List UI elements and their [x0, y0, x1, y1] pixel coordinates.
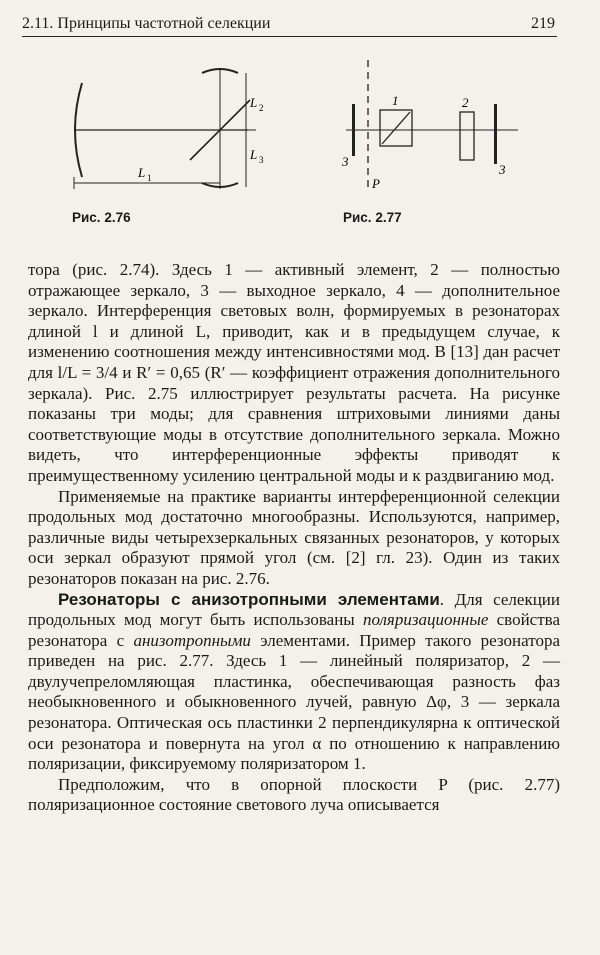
label-1: 1 [392, 93, 399, 108]
paragraph-3-part-c: элементами. Пример такого резонатора приведен на рис. 2.77. Здесь 1 — линейный поляризатор, 2 — двулучепреломляющая пластинка, обеспечивающая разность фаз необыкновенного и обыкновенного лучей, равную Δφ, 3 — зеркала резонатора. Оптическая ось пластинки 2 перпендикулярна к оптической оси резонатора и повернута на угол α по отношению к направлению поляризации, фиксируемому поляризатором 1. [28, 630, 560, 774]
paragraph-3-part-a: . Для селекции продольных мод могут быть использованы [28, 589, 561, 630]
figure-2-77 [336, 60, 546, 205]
label-l2-sub: 2 [259, 103, 264, 113]
label-l1: L [138, 165, 146, 180]
paragraph-1: тора (рис. 2.74). Здесь 1 — активный элемент, 2 — полностью отражающее зеркало, 3 — выходное зеркало, 4 — дополнительное зеркало. Интерференция световых волн, формируемых в резонаторах длиной l и длиной L, приводит, как и в предыдущем случае, к изменению соотношения между интенсивностями мод. В [13] дан расчет для l/L = 3/4 и R′ = 0,65 (R′ — коэффициент отражения дополнительного зеркала). Рис. 2.75 иллюстрирует результаты расчета. На рисунке показаны три моды; для сравнения штриховыми линиями даны соответствующие моды в отсутствие дополнительного зеркала. Можно видеть, что интерференционные эффекты приводят к преимущественному усилению центральной моды и к раздвиганию мод. [28, 260, 560, 485]
label-l3-sub: 3 [259, 155, 264, 165]
caption-2-77: Рис. 2.77 [343, 210, 402, 225]
label-3-left: 3 [342, 154, 349, 169]
paragraph-3-heading: Резонаторы с анизотропными элементами [58, 589, 440, 609]
body-text [28, 260, 560, 816]
label-2: 2 [462, 95, 469, 110]
caption-2-76: Рис. 2.76 [72, 210, 131, 225]
figure-2-76-diagram [60, 55, 300, 200]
figure-2-77-diagram [336, 60, 546, 205]
label-l2: L [250, 95, 258, 110]
page-number: 219 [531, 15, 555, 32]
page-header [22, 12, 557, 37]
paragraph-3-italic-2: анизотропными [133, 630, 251, 650]
label-p: P [372, 176, 380, 191]
label-l1-sub: 1 [147, 173, 152, 183]
label-l3: L [250, 147, 258, 162]
paragraph-4: Предположим, что в опорной плоскости P (рис. 2.77) поляризационное состояние светового луча описывается [28, 774, 560, 815]
figure-2-76 [60, 55, 300, 200]
paragraph-3 [28, 590, 560, 775]
paragraph-2: Применяемые на практике варианты интерференционной селекции продольных мод достаточно многообразны. Используются, например, различные виды четырехзеркальных связанных резонаторов, у которых оси зеркал образуют прямой угол (см. [2] гл. 23). Один из таких резонаторов показан на рис. 2.76. [28, 486, 560, 588]
section-title: 2.11. Принципы частотной селекции [22, 15, 271, 32]
paragraph-3-part-b: свойства резонатора с [28, 610, 560, 650]
paragraph-3-italic-1: поляризационные [362, 610, 489, 630]
label-3-right: 3 [499, 162, 506, 177]
